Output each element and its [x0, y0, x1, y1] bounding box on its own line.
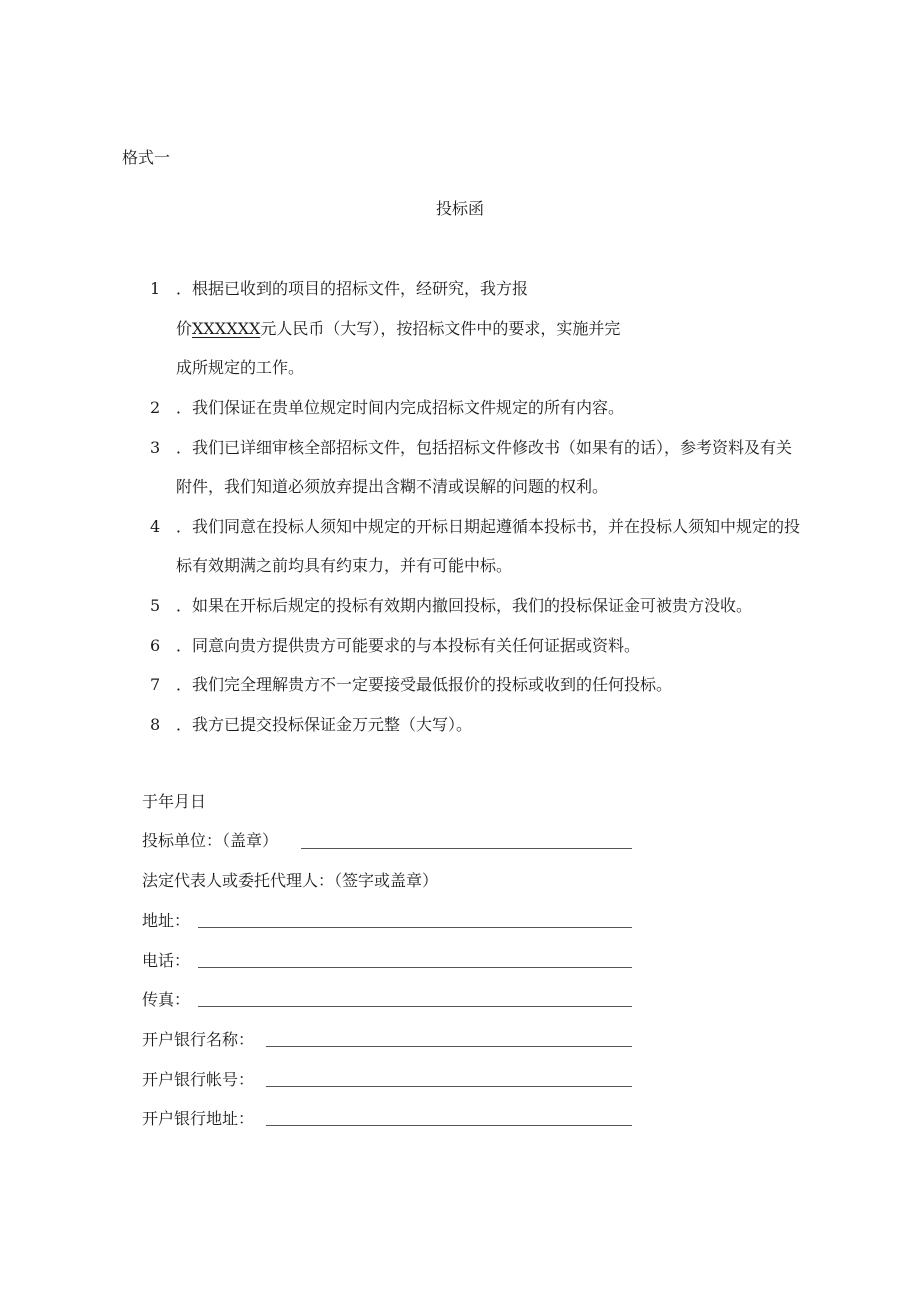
price-line — [176, 319, 620, 339]
item-continuation: 成所规定的工作。 — [176, 358, 305, 377]
item-continuation: 标有效期满之前均具有约束力，并有可能中标。 — [176, 556, 513, 575]
fax-blank[interactable] — [198, 1006, 632, 1007]
item-number: 7 — [150, 675, 161, 694]
item-number: 8 — [150, 715, 161, 734]
item-text: ．我们同意在投标人须知中规定的开标日期起遵循本投标书，并在投标人须知中规定的投 — [176, 517, 801, 536]
price-prefix: 价 — [176, 319, 193, 338]
list-item-7 — [150, 675, 672, 695]
list-item-2 — [150, 398, 624, 418]
item-continuation: 附件，我们知道必须放弃提出含糊不清或误解的问题的权利。 — [176, 477, 609, 496]
address-blank[interactable] — [198, 927, 632, 928]
item-text: ．我们保证在贵单位规定时间内完成招标文件规定的所有内容。 — [176, 398, 625, 417]
list-item-5 — [150, 596, 752, 616]
phone-blank[interactable] — [198, 967, 632, 968]
bank-account-label: 开户银行帐号： — [142, 1070, 255, 1089]
list-item-3 — [150, 438, 792, 458]
item-number: 4 — [150, 517, 161, 536]
bank-address-blank[interactable] — [266, 1125, 632, 1126]
item-text: ．我们完全理解贵方不一定要接受最低报价的投标或收到的任何投标。 — [176, 675, 673, 694]
item-text: ．根据已收到的项目的招标文件，经研究，我方报 — [176, 279, 529, 298]
item-number: 1 — [150, 279, 161, 298]
item-number: 6 — [150, 636, 161, 655]
phone-label: 电话： — [142, 951, 191, 970]
item-text: ．我方已提交投标保证金万元整（大写）。 — [176, 715, 473, 734]
item-text: ．同意向贵方提供贵方可能要求的与本投标有关任何证据或资料。 — [176, 636, 641, 655]
list-item-6 — [150, 636, 640, 656]
format-label: 格式一 — [122, 148, 171, 167]
fax-label: 传真： — [142, 990, 191, 1009]
page-title: 投标函 — [435, 199, 484, 218]
item-text: ．我们已详细审核全部招标文件，包括招标文件修改书（如果有的话），参考资料及有关 — [176, 438, 793, 457]
item-text: ．如果在开标后规定的投标有效期内撤回投标，我们的投标保证金可被贵方没收。 — [176, 596, 753, 615]
item-number: 5 — [150, 596, 161, 615]
price-suffix: 元人民币（大写），按招标文件中的要求，实施并完 — [260, 319, 621, 338]
bidder-unit-label: 投标单位：（盖章） — [142, 831, 279, 850]
address-label: 地址： — [142, 911, 191, 930]
bank-account-blank[interactable] — [266, 1086, 632, 1087]
item-number: 2 — [150, 398, 161, 417]
price-value: XXXXXX — [192, 319, 261, 338]
bank-address-label: 开户银行地址： — [142, 1109, 255, 1128]
list-item-8 — [150, 715, 472, 735]
bidder-unit-blank[interactable] — [301, 848, 632, 849]
representative-label: 法定代表人或委托代理人：（签字或盖章） — [142, 871, 439, 890]
date-line: 于年月日 — [142, 792, 207, 811]
item-number: 3 — [150, 438, 161, 457]
list-item-4 — [150, 517, 800, 537]
bank-name-label: 开户银行名称： — [142, 1030, 255, 1049]
list-item-1 — [150, 279, 528, 299]
bank-name-blank[interactable] — [266, 1046, 632, 1047]
